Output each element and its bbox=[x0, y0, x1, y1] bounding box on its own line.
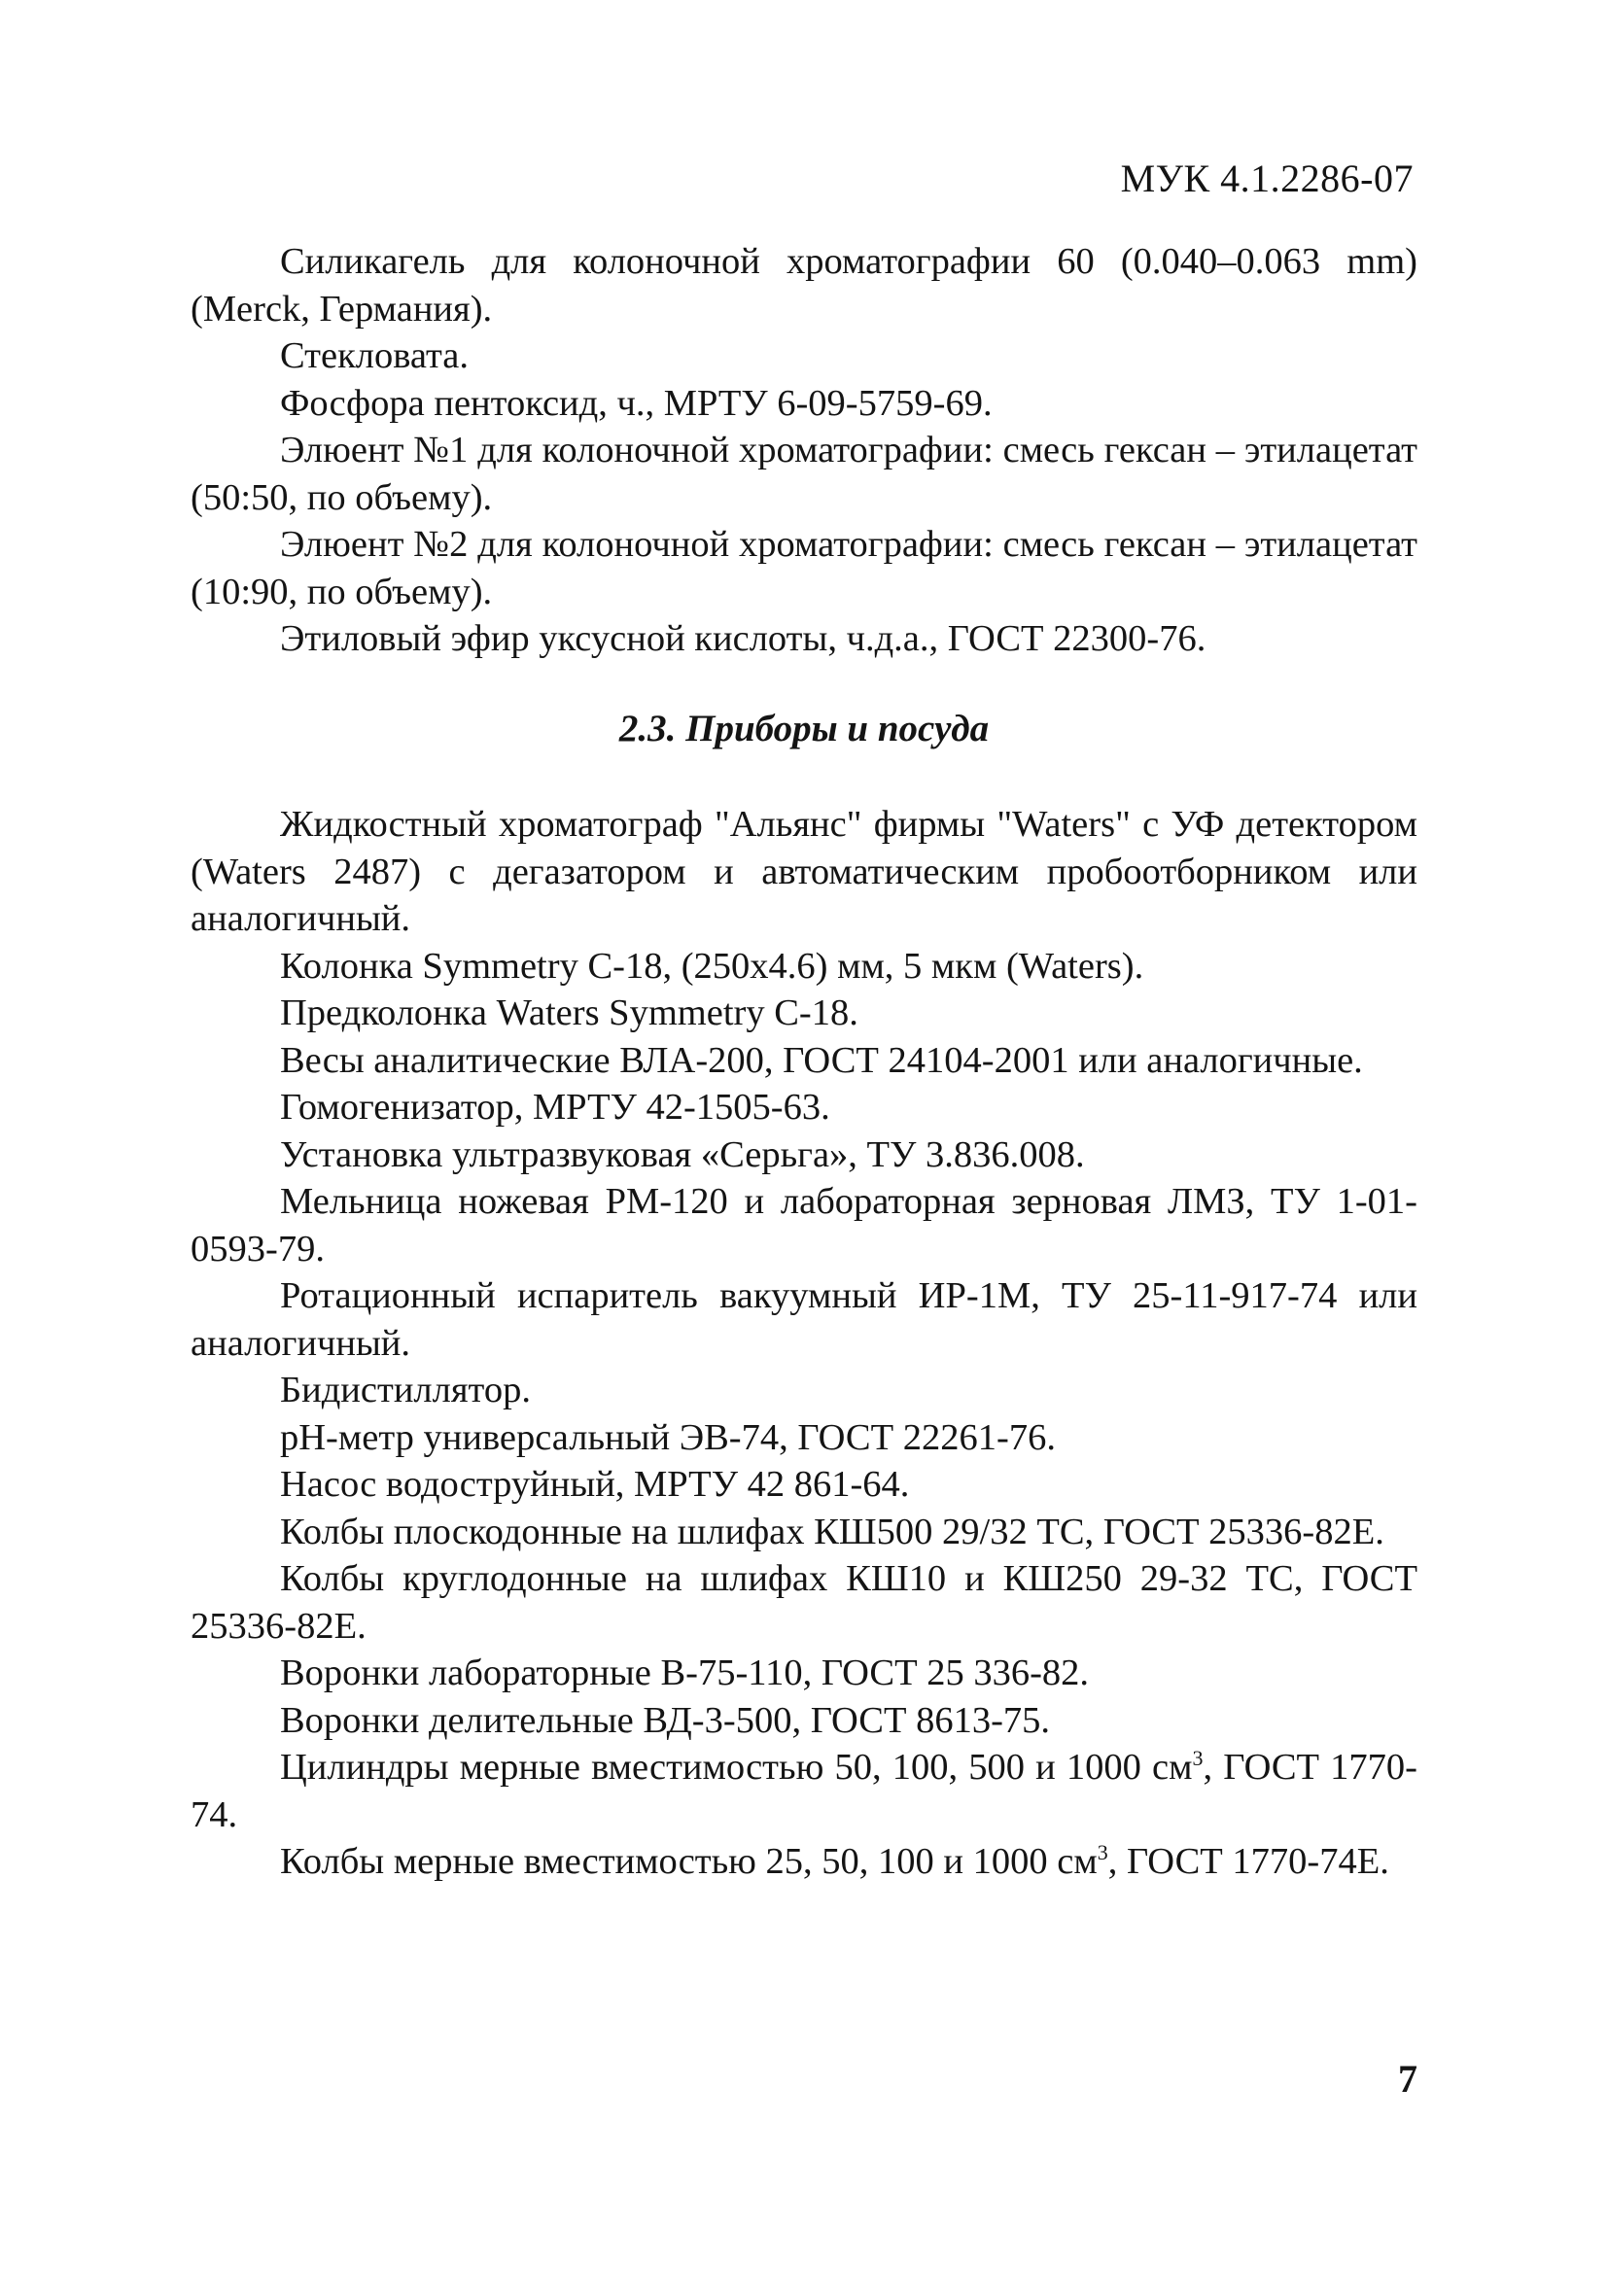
equipment-item: Воронки делительные ВД-3-500, ГОСТ 8613-75. bbox=[280, 1699, 1051, 1741]
equipment-item: Колбы плоскодонные на шлифах КШ500 29/32 ТС, ГОСТ 25336-82Е. bbox=[280, 1511, 1384, 1552]
equipment-item: Весы аналитические ВЛА-200, ГОСТ 24104-2001 или аналогичные. bbox=[280, 1039, 1363, 1081]
reagent-item: Стекловата. bbox=[280, 335, 470, 376]
equipment-item: Жидкостный хроматограф "Альянс" фирмы "Waters" с УФ детектором (Waters 2487) с дегазатором и автоматическим пробоотборником или аналогичный. bbox=[191, 804, 1417, 939]
equipment-item: Воронки лабораторные В-75-110, ГОСТ 25 336-82. bbox=[280, 1652, 1090, 1693]
equipment-item: Установка ультразвуковая «Серьга», ТУ 3.836.008. bbox=[280, 1133, 1085, 1175]
document-code: МУК 4.1.2286-07 bbox=[1120, 157, 1414, 200]
section-heading: 2.3. Приборы и посуда bbox=[618, 707, 990, 749]
equipment-item: Ротационный испаритель вакуумный ИР-1М, ТУ 25-11-917-74 или аналогичный. bbox=[191, 1275, 1417, 1364]
flasks-item bbox=[191, 1838, 1417, 1886]
cylinders-tail: , ГОСТ 1770-74. bbox=[191, 1747, 1417, 1835]
equipment-item: Насос водоструйный, МРТУ 42 861-64. bbox=[280, 1464, 910, 1505]
reagent-item: Фосфора пентоксид, ч., МРТУ 6-09-5759-69. bbox=[280, 382, 993, 424]
reagent-item: Элюент №2 для колоночной хроматографии: смесь гексан – этилацетат (10:90, по объему). bbox=[191, 524, 1417, 612]
equipment-item: Предколонка Waters Symmetry C-18. bbox=[280, 992, 858, 1033]
equipment-item: Гомогенизатор, МРТУ 42-1505-63. bbox=[280, 1087, 830, 1128]
flasks-tail: , ГОСТ 1770-74Е. bbox=[1107, 1841, 1389, 1882]
equipment-item: Бидистиллятор. bbox=[280, 1370, 531, 1410]
page-content bbox=[191, 238, 1417, 1886]
reagent-item: Силикагель для колоночной хроматографии 60 (0.040–0.063 mm) (Merck, Германия). bbox=[191, 241, 1417, 330]
cylinders-superscript: 3 bbox=[1192, 1746, 1204, 1771]
reagent-item: Элюент №1 для колоночной хроматографии: смесь гексан – этилацетат (50:50, по объему). bbox=[191, 430, 1417, 518]
equipment-item: Мельница ножевая РМ-120 и лабораторная зерновая ЛМЗ, ТУ 1-01-0593-79. bbox=[191, 1181, 1417, 1270]
reagent-item: Этиловый эфир уксусной кислоты, ч.д.а., ГОСТ 22300-76. bbox=[280, 618, 1206, 659]
flasks-text: Колбы мерные вместимостью 25, 50, 100 и 1000 см bbox=[280, 1841, 1098, 1882]
equipment-item: Колонка Symmetry C-18, (250x4.6) мм, 5 мкм (Waters). bbox=[280, 945, 1144, 987]
cylinders-item bbox=[191, 1744, 1417, 1838]
equipment-item: pH-метр универсальный ЭВ-74, ГОСТ 22261-76. bbox=[280, 1416, 1056, 1458]
equipment-item: Колбы круглодонные на шлифах КШ10 и КШ250 29-32 ТС, ГОСТ 25336-82Е. bbox=[191, 1558, 1417, 1647]
flasks-superscript: 3 bbox=[1097, 1840, 1108, 1865]
cylinders-text: Цилиндры мерные вместимостью 50, 100, 500 и 1000 см bbox=[280, 1747, 1193, 1788]
page-number: 7 bbox=[1398, 2057, 1417, 2101]
